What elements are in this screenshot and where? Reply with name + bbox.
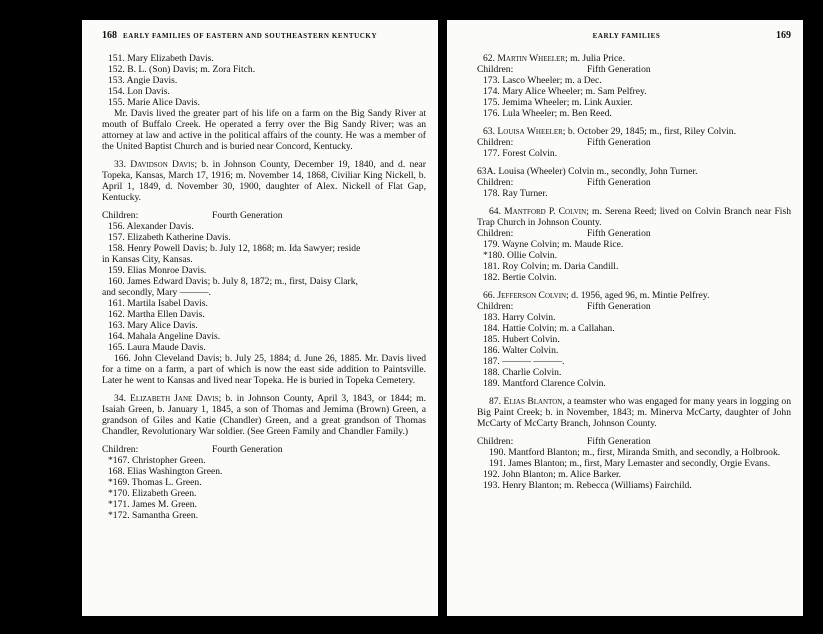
entry-list [477, 188, 791, 199]
paragraph: 190. Mantford Blanton; m., first, Miranda Smith, and secondly, a Holbrook. [489, 447, 781, 458]
list-item: 178. Ray Turner. [483, 188, 548, 199]
children-label: Children: [477, 228, 514, 239]
entry-text: ; b. in Johnson County, December 19, 1840, and d. near Topeka, Kansas, March 17, 1916; m. November 14, 1868, Civiliar King Nickell, b. April 1, 1849, d. November 30, 1900, daughter of Alex. Nickell of Flat Gap, Kentucky. [102, 159, 426, 203]
page-number: 168 [102, 30, 117, 41]
children-label: Children: [477, 301, 514, 312]
running-title: EARLY FAMILIES [592, 32, 661, 40]
list-item: 181. Roy Colvin; m. Daria Candill. [483, 261, 619, 272]
entry-list [102, 53, 426, 108]
section-heading: 62. Martin Wheeler; m. Julia Price. [483, 53, 625, 64]
list-item: 188. Charlie Colvin. [483, 367, 562, 378]
list-item: 163. Mary Alice Davis. [108, 320, 198, 331]
list-item: 175. Jemima Wheeler; m. Link Auxier. [483, 97, 633, 108]
children-label: Children: [102, 444, 139, 455]
list-item: *169. Thomas L. Green. [108, 477, 202, 488]
generation-label: Fifth Generation [587, 301, 651, 312]
children-heading [477, 137, 791, 148]
page-number: 169 [776, 30, 791, 41]
list-item: 152. B. L. (Son) Davis; m. Zora Fitch. [108, 64, 256, 75]
person-name: Jefferson Colvin [497, 290, 567, 301]
generation-label: Fifth Generation [587, 228, 651, 239]
list-item: 159. Elias Monroe Davis. [108, 265, 207, 276]
list-item: 189. Mantford Clarence Colvin. [483, 378, 606, 389]
children-heading [102, 444, 426, 455]
person-name: Elizabeth Jane Davis [130, 393, 219, 404]
children-label: Children: [477, 137, 514, 148]
list-item: *171. James M. Green. [108, 499, 197, 510]
children-label: Children: [477, 177, 514, 188]
paragraph: 87. Elias Blanton, a teamster who was engaged for many years in logging on Big Paint Creek; b. in November, 1843; m. Minerva McCarty, daughter of John McCarty of McCarty Branch, Johnson County. [477, 396, 791, 429]
list-item: and secondly, Mary ———. [102, 287, 211, 298]
paragraph: Mr. Davis lived the greater part of his life on a farm on the Big Sandy River at mouth of Buffalo Creek. He operated a ferry over the Big Sandy River; was an attorney at law and active in the political affairs of the county. He was a member of the United Baptist Church and is buried near Concord, Kentucky. [102, 108, 426, 152]
entry-number: 34. [114, 393, 126, 404]
generation-label: Fifth Generation [587, 177, 651, 188]
list-item: 151. Mary Elizabeth Davis. [108, 53, 214, 64]
children-label: Children: [477, 436, 514, 447]
person-name: Louisa Wheeler [497, 126, 563, 137]
list-item: 176. Lula Wheeler; m. Ben Reed. [483, 108, 612, 119]
paragraph: 166. John Cleveland Davis; b. July 25, 1884; d. June 26, 1885. Mr. Davis lived for a time on a farm, a part of which is now the east side addition to Paintsville. Later he went to Kansas and lived near Topeka. He is buried in Topeka Cemetery. [102, 353, 426, 386]
children-heading [102, 210, 426, 221]
entry-list [477, 239, 791, 283]
generation-label: Fifth Generation [587, 64, 651, 75]
list-item: 183. Harry Colvin. [483, 312, 556, 323]
generation-label: Fourth Generation [212, 210, 283, 221]
children-heading [477, 177, 791, 188]
list-item: 173. Lasco Wheeler; m. a Dec. [483, 75, 602, 86]
children-label: Children: [477, 64, 514, 75]
running-head [477, 30, 791, 41]
list-item: 156. Alexander Davis. [108, 221, 194, 232]
list-item: 162. Martha Ellen Davis. [108, 309, 205, 320]
person-name: Davidson Davis [130, 159, 195, 170]
list-item: 177. Forest Colvin. [483, 148, 558, 159]
section-heading: 63A. Louisa (Wheeler) Colvin m., secondly, John Turner. [477, 166, 698, 177]
section-heading: 66. Jefferson Colvin; d. 1956, aged 96, m. Mintie Pelfrey. [483, 290, 710, 301]
list-item: 185. Hubert Colvin. [483, 334, 560, 345]
person-name: Martin Wheeler [497, 53, 566, 64]
list-item: 164. Mahala Angeline Davis. [108, 331, 221, 342]
running-title: EARLY FAMILIES OF EASTERN AND SOUTHEASTERN KENTUCKY [123, 32, 378, 40]
list-item: 187. ——— ———. [483, 356, 565, 367]
list-item: *170. Elizabeth Green. [108, 488, 197, 499]
list-item: 153. Angie Davis. [108, 75, 178, 86]
entry-number: 33. [114, 159, 126, 170]
list-item: 155. Marie Alice Davis. [108, 97, 200, 108]
entry-list [102, 221, 426, 353]
running-head [102, 30, 426, 41]
paragraph [102, 159, 426, 203]
list-item: 165. Laura Maude Davis. [108, 342, 206, 353]
paragraph: 64. Mantford P. Colvin; m. Serena Reed; lived on Colvin Branch near Fish Trap Church in Johnson County. [477, 206, 791, 228]
entry-list [477, 312, 791, 389]
entry-list [477, 148, 791, 159]
list-item: 161. Martila Isabel Davis. [108, 298, 208, 309]
list-item: 192. John Blanton; m. Alice Barker. [483, 469, 622, 480]
list-item: 182. Bertie Colvin. [483, 272, 557, 283]
list-item: 186. Walter Colvin. [483, 345, 559, 356]
paragraph: 191. James Blanton; m., first, Mary Lemaster and secondly, Orgie Evans. [489, 458, 771, 469]
entry-text: ; b. in Johnson County, April 3, 1843, or 1844; m. Isaiah Green, b. January 1, 1845, a son of Thomas and Jemima (Brown) Green, a grandson of Giles and Katie (Chandler) Green, and a great grandson of Thomas Chandler, Revolutionary War soldier. (See Green Family and Chandler Family.) [102, 393, 426, 437]
children-heading [477, 228, 791, 239]
list-item: 158. Henry Powell Davis; b. July 12, 1868; m. Ida Sawyer; reside [108, 243, 361, 254]
right-page [447, 20, 803, 616]
list-item: 193. Henry Blanton; m. Rebecca (Williams) Fairchild. [483, 480, 692, 491]
entry-list [477, 469, 791, 491]
generation-label: Fifth Generation [587, 436, 651, 447]
paragraph [102, 393, 426, 437]
left-page [82, 20, 438, 616]
list-item: *167. Christopher Green. [108, 455, 206, 466]
person-name: Mantford P. Colvin [504, 206, 587, 217]
list-item: 154. Lon Davis. [108, 86, 170, 97]
generation-label: Fourth Generation [212, 444, 283, 455]
list-item: 184. Hattie Colvin; m. a Callahan. [483, 323, 615, 334]
list-item: 160. James Edward Davis; b. July 8, 1872; m., first, Daisy Clark, [108, 276, 358, 287]
list-item: 157. Elizabeth Katherine Davis. [108, 232, 231, 243]
list-item: 174. Mary Alice Wheeler; m. Sam Pelfrey. [483, 86, 647, 97]
generation-label: Fifth Generation [587, 137, 651, 148]
list-item: *172. Samantha Green. [108, 510, 199, 521]
children-heading [477, 436, 791, 447]
children-label: Children: [102, 210, 139, 221]
list-item: in Kansas City, Kansas. [102, 254, 193, 265]
children-heading [477, 64, 791, 75]
list-item: 179. Wayne Colvin; m. Maude Rice. [483, 239, 624, 250]
entry-list [477, 75, 791, 119]
children-heading [477, 301, 791, 312]
section-heading: 63. Louisa Wheeler; b. October 29, 1845; m., first, Riley Colvin. [483, 126, 736, 137]
list-item: 168. Elias Washington Green. [108, 466, 223, 477]
list-item: *180. Ollie Colvin. [483, 250, 558, 261]
entry-list [102, 455, 426, 521]
person-name: Elias Blanton [503, 396, 563, 407]
